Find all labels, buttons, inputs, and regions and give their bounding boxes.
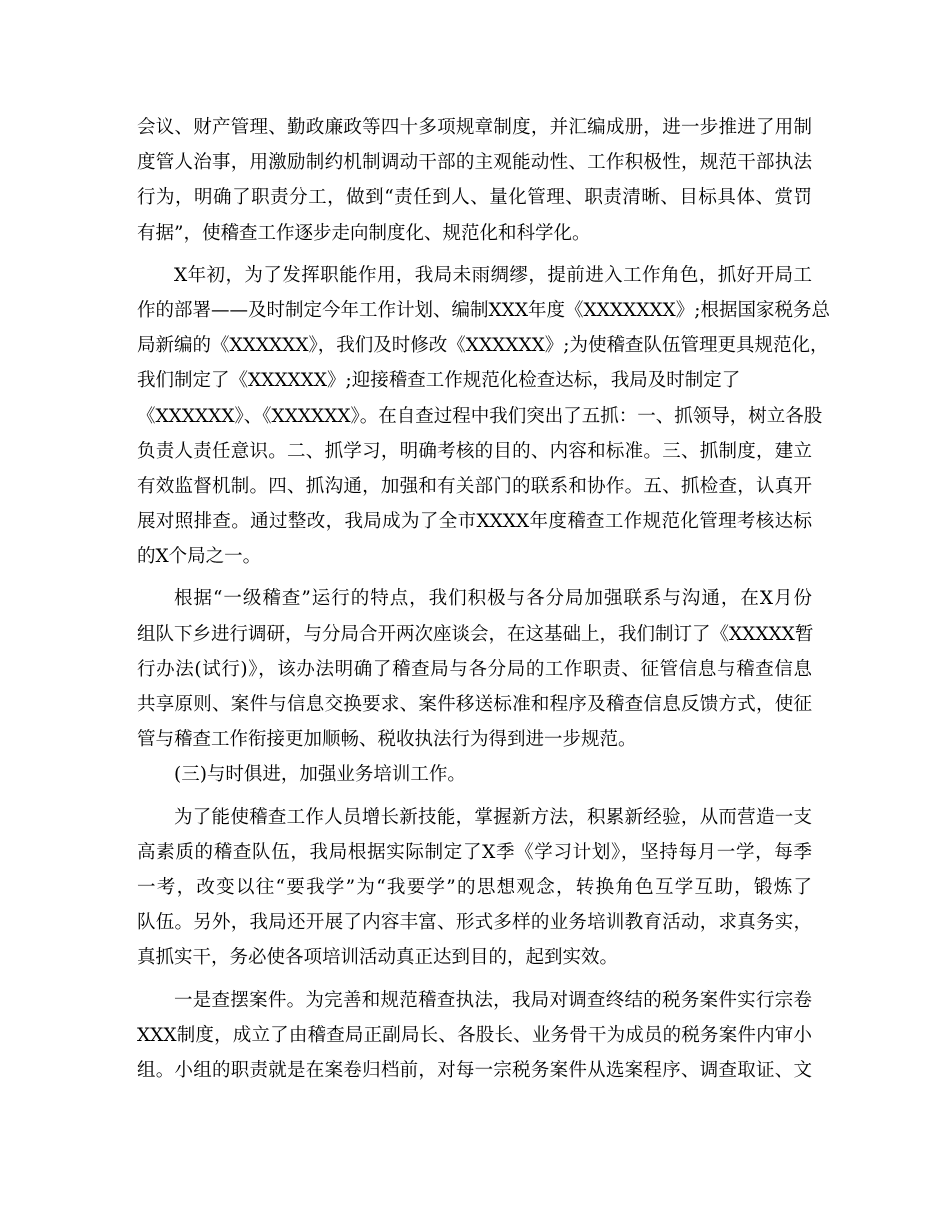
text-line: 根据“一级稽查”运行的特点，我们积极与各分局加强联系与沟通，在X月份 — [174, 588, 812, 610]
text-line: 一考，改变以往“要我学”为“我要学”的思想观念，转换角色互学互助，锻炼了 — [137, 876, 812, 898]
text-line: (三)与时俱进，加强业务培训工作。 — [174, 764, 466, 786]
paragraph — [137, 110, 812, 251]
text-line: 作的部署——及时制定今年工作计划、编制XXX年度《XXXXXXX》;根据国家税务总 — [137, 299, 830, 321]
paragraph — [137, 983, 812, 1089]
text-line: 队伍。另外，我局还开展了内容丰富、形式多样的业务培训教育活动，求真务实， — [137, 912, 812, 934]
section-heading — [137, 757, 812, 792]
text-line: 高素质的稽查队伍，我局根据实际制定了X季《学习计划》，坚持每月一学，每季 — [137, 841, 812, 863]
paragraph — [137, 581, 812, 757]
text-line: 度管人治事，用激励制约机制调动干部的主观能动性、工作积极性，规范干部执法 — [137, 152, 812, 174]
text-line: 行为，明确了职责分工，做到“责任到人、量化管理、职责清晰、目标具体、赏罚 — [137, 187, 812, 209]
text-line: X年初，为了发挥职能作用，我局未雨绸缪，提前进入工作角色，抓好开局工 — [174, 264, 812, 286]
text-line: 为了能使稽查工作人员增长新技能，掌握新方法，积累新经验，从而营造一支 — [174, 806, 812, 828]
text-line: 我们制定了《XXXXXX》;迎接稽查工作规范化检查达标，我局及时制定了 — [137, 370, 741, 392]
text-line: 共享原则、案件与信息交换要求、案件移送标准和程序及稽查信息反馈方式，使征 — [137, 694, 812, 715]
text-line: 有效监督机制。四、抓沟通，加强和有关部门的联系和协作。五、抓检查，认真开 — [137, 475, 812, 497]
text-line: 《XXXXXX》、《XXXXXX》。在自查过程中我们突出了五抓：一、抓领导，树立各股 — [137, 405, 823, 427]
text-line: 组队下乡进行调研，与分局合开两次座谈会，在这基础上，我们制订了《XXXXX暂 — [137, 623, 814, 645]
text-line: 展对照排查。通过整改，我局成为了全市XXXX年度稽查工作规范化管理考核达标 — [137, 511, 812, 533]
text-line: 的X个局之一。 — [137, 546, 262, 568]
text-line: 行办法(试行)》，该办法明确了稽查局与各分局的工作职责、征管信息与稽查信息 — [137, 658, 812, 680]
text-line: 真抓实干，务必使各项培训活动真正达到目的，起到实效。 — [137, 947, 619, 969]
text-line: 一是查摆案件。为完善和规范稽查执法，我局对调查终结的税务案件实行宗卷 — [174, 989, 812, 1011]
paragraph — [137, 258, 830, 575]
text-line: 有据”，使稽查工作逐步走向制度化、规范化和科学化。 — [137, 222, 591, 244]
document-body — [137, 110, 830, 1088]
text-line: 组。小组的职责就是在案卷归档前，对每一宗税务案件从选案程序、调查取证、文 — [137, 1059, 812, 1081]
text-line: 局新编的《XXXXXX》，我们及时修改《XXXXXX》;为使稽查队伍管理更具规范化， — [137, 335, 829, 357]
text-line: XXX制度，成立了由稽查局正副局长、各股长、业务骨干为成员的税务案件内审小 — [137, 1024, 812, 1046]
text-line: 负责人责任意识。二、抓学习，明确考核的目的、内容和标准。三、抓制度，建立 — [137, 440, 812, 462]
paragraph — [137, 800, 812, 976]
text-line: 管与稽查工作衔接更加顺畅、税收执法行为得到进一步规范。 — [137, 729, 637, 751]
text-line: 会议、财产管理、勤政廉政等四十多项规章制度，并汇编成册，进一步推进了用制 — [137, 117, 812, 138]
